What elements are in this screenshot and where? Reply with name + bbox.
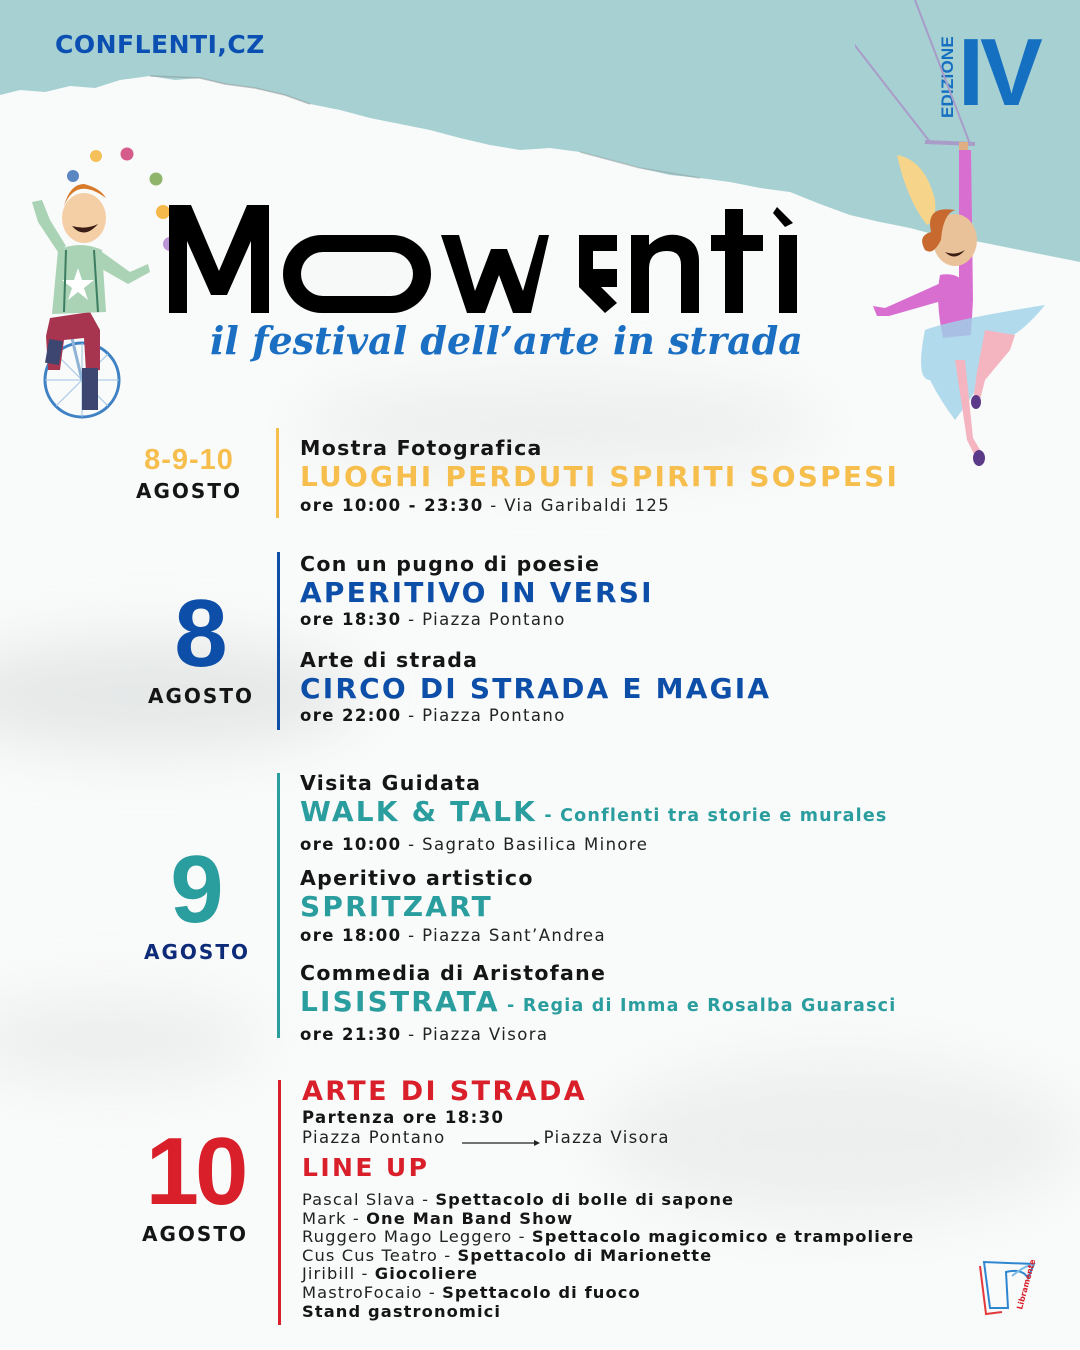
event-place: - Piazza Sant’Andrea [401,926,606,945]
festival-subtitle: il festival dell’arte in strada [210,318,803,363]
edition-label: EDIZIONE [938,36,957,118]
lineup-item: Ruggero Mago Leggero - Spettacolo magicomico e trampoliere [302,1227,915,1247]
date-month: AGOSTO [148,684,254,708]
trapeze-acrobat-illustration [855,0,1080,470]
event-name: CIRCO DI STRADA E MAGIA [300,672,772,705]
lineup-item: Jiribill - Giocoliere [302,1264,479,1284]
event-time: ore 10:00 - 23:30 [300,496,484,515]
festival-title [165,195,875,320]
date-day: 9 [170,836,224,943]
event-place: - Piazza Pontano [401,706,566,725]
arrow-right-icon [462,1133,540,1143]
event-item [300,436,899,517]
divider-line [277,552,280,730]
date-month: AGOSTO [136,479,242,503]
event-item [300,961,896,1046]
divider-line [276,428,279,518]
event-title: LISISTRATA [300,985,500,1018]
date-month: AGOSTO [144,940,250,964]
event-info [300,1024,896,1046]
arte-di-strada-block [302,1076,914,1321]
date-block [134,1118,256,1246]
date-day: 10 [145,1118,245,1225]
route-to: Piazza Visora [543,1128,670,1147]
event-subtitle: - Regia di Imma e Rosalba Guarasci [499,996,897,1016]
edition-number: IV [957,19,1039,126]
date-day: 8-9-10 [144,444,234,476]
lineup-item: Mark - One Man Band Show [302,1208,574,1228]
event-category: Aperitivo artistico [300,866,534,890]
lineup-item: Cus Cus Teatro - Spettacolo di Marionette [302,1245,713,1265]
date-block [128,446,250,503]
lineup-list [302,1191,914,1321]
event-place: - Piazza Pontano [401,610,566,629]
event-info [300,609,654,631]
event-subtitle: - Conflenti tra storie e murales [537,806,888,826]
lineup-extra: Stand gastronomici [302,1301,502,1321]
event-item [300,866,606,947]
event-place: - Via Garibaldi 125 [483,496,671,515]
event-time: ore 22:00 [300,706,402,725]
event-info [300,705,771,727]
departure-time: Partenza ore 18:30 [302,1108,505,1127]
arte-di-strada-heading: ARTE DI STRADA [302,1076,588,1107]
divider-line [277,773,280,1038]
lineup-item: Pascal Slava - Spettacolo di bolle di sapone [302,1190,735,1209]
svg-text:Libramente: Libramente [1015,1258,1038,1311]
event-time: ore 18:00 [300,926,402,945]
event-info [300,834,888,856]
date-block [140,580,262,708]
event-place: - Piazza Visora [401,1025,549,1044]
momenti-logo [165,195,875,320]
event-info [300,495,899,517]
event-item [300,648,771,727]
event-title: WALK & TALK [300,795,538,828]
event-category: Arte di strada [300,648,479,672]
event-time: ore 21:30 [300,1025,402,1044]
route-from: Piazza Pontano [302,1128,446,1147]
divider-line [278,1080,281,1325]
event-name: SPRITZART [300,890,493,923]
book-logo-icon [972,1258,1052,1328]
event-name: LUOGHI PERDUTI SPIRITI SOSPESI [300,460,900,493]
event-name [300,796,888,832]
event-category: Con un pugno di poesie [300,552,601,576]
event-category: Visita Guidata [300,771,482,795]
event-time: ore 10:00 [300,835,402,854]
route [302,1128,914,1147]
event-item [300,552,654,631]
event-category: Mostra Fotografica [300,436,543,460]
event-place: - Sagrato Basilica Minore [401,835,649,854]
date-month: AGOSTO [142,1222,248,1246]
event-name: APERITIVO IN VERSI [300,576,654,609]
event-name [300,986,896,1022]
date-block [136,836,258,964]
event-info [300,925,606,947]
date-day: 8 [174,580,228,687]
event-category: Commedia di Aristofane [300,961,607,985]
lineup-item: MastroFocaio - Spettacolo di fuoco [302,1282,641,1302]
site-name: CONFLENTI,CZ [55,30,265,59]
lineup-heading: LINE UP [302,1153,430,1182]
event-time: ore 18:30 [300,610,402,629]
juggler-unicycle-illustration [20,140,170,425]
event-item [300,771,888,856]
